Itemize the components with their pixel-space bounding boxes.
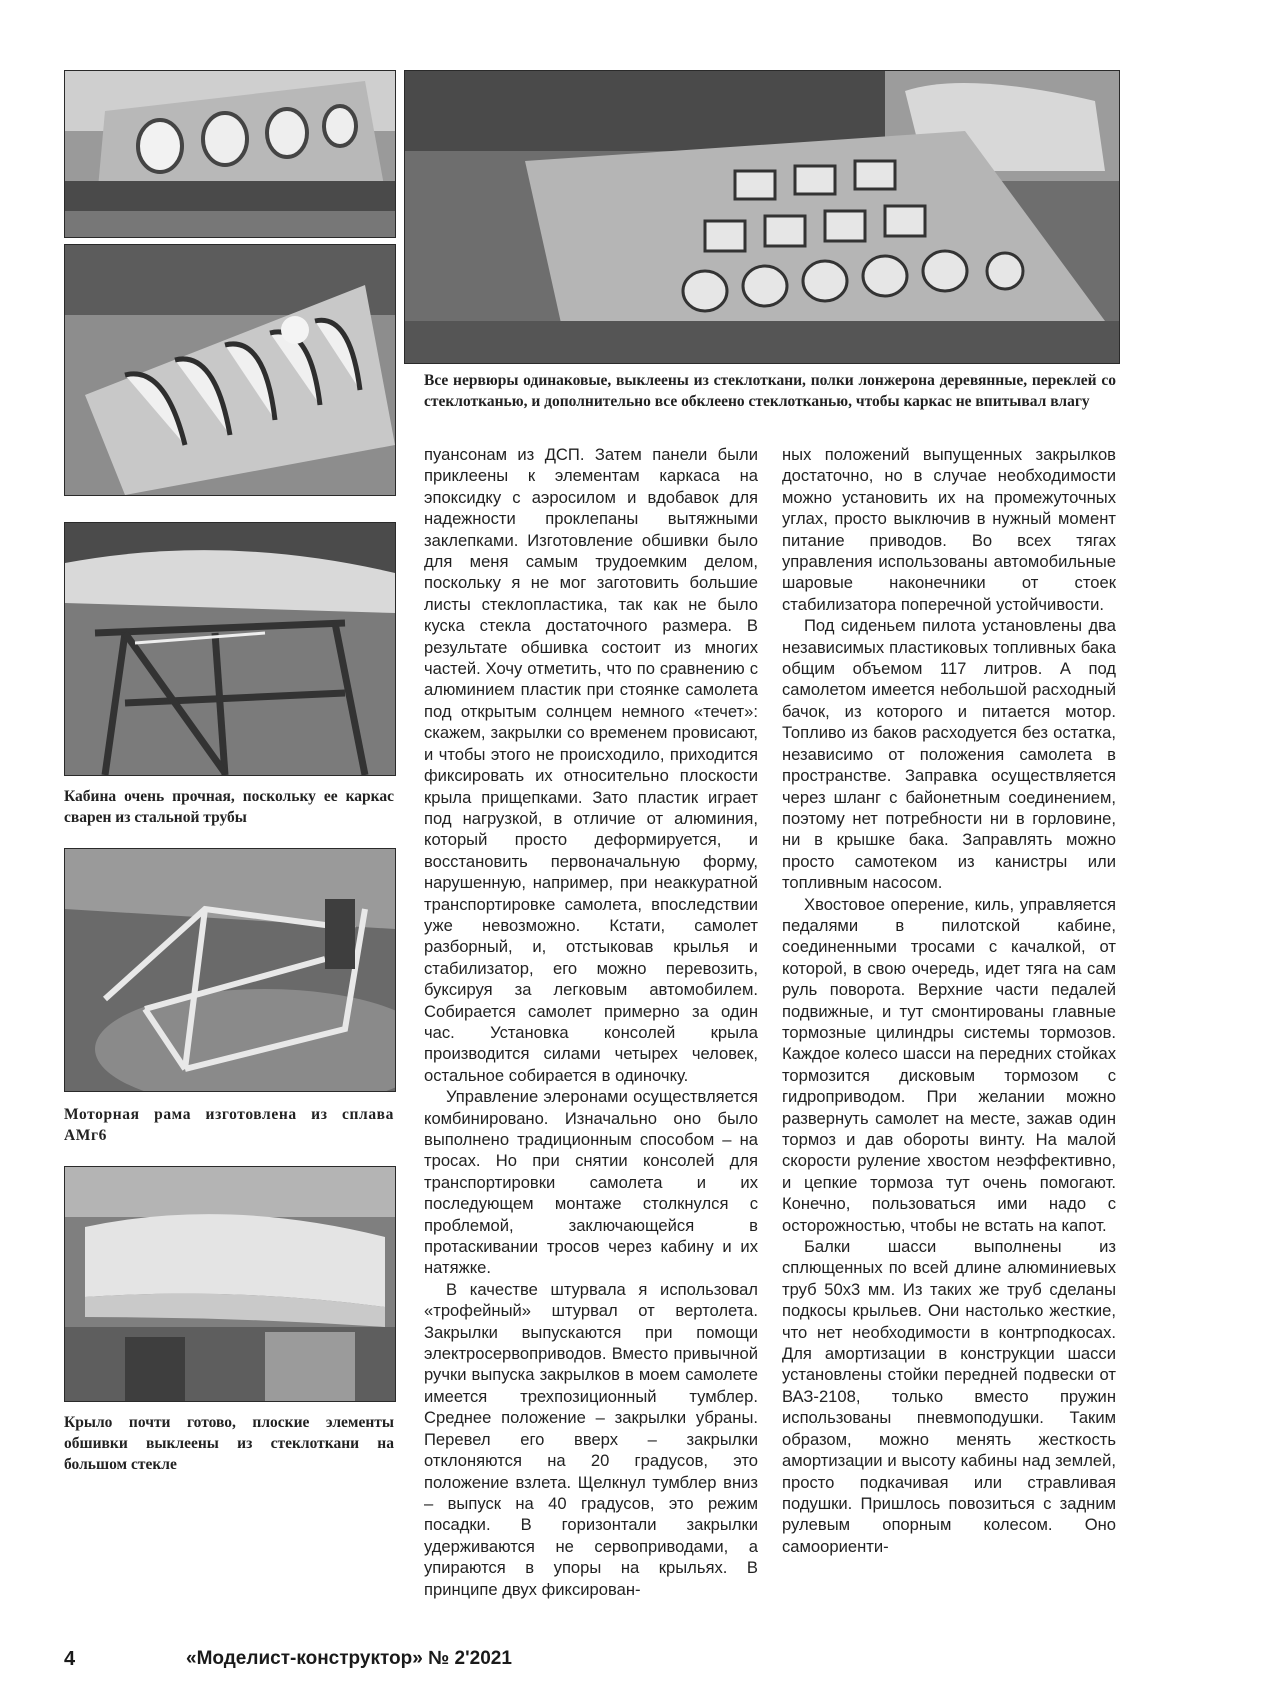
caption-wing-ribs: Все нервюры одинаковые, выклеены из стеклоткани, полки лонжерона деревянные, переклей со стеклотканью, и дополнительно все обклеено стеклотканью, чтобы каркас не впитывал влагу [424, 372, 1116, 410]
paragraph: ных положений выпущенных закрылков достаточно, но в случае необходимости можно установить их на промежуточных углах, просто выключив в нужный момент питание приводов. Во всех тягах управления использованы автомобильные шаровые наконечники от стоек стабилизатора поперечной устойчивости. [782, 445, 1116, 614]
text-column-1 [424, 444, 758, 1600]
page-number: 4 [64, 1648, 76, 1670]
photo-fuselage-ribs [64, 70, 396, 238]
paragraph: Под сиденьем пилота установлены два независимых пластиковых топливных бака общим объемом 117 литров. А под самолетом имеется небольшой расходный бачок, из которого и питается мотор. Топливо из баков расходуется без остатка, независимо от положения самолета в пространстве. Заправка осуществляется через шланг с байонетным соединением, поэтому нет потребности ни в горловине, ни в крышке бака. Заправлять можно просто самотеком из канистры или топливным насосом. [782, 616, 1116, 893]
text-column-2 [782, 444, 1116, 1557]
photo-cabin-frame [64, 522, 396, 776]
caption-cabin: Кабина очень прочная, поскольку ее каркас сварен из стальной трубы [64, 788, 394, 826]
paragraph: В качестве штурвала я использовал «трофейный» штурвал от вертолета. Закрылки выпускаются при помощи электросервоприводов. Вместо привычной ручки выпуска закрылков в моем самолете имеется трехпозиционный тумблер. Среднее положение – закрылки убраны. Перевел его вверх – закрылки отклоняются на 20 градусов, это положение взлета. Щелкнул тумблер вниз – выпуск на 40 градусов, это режим посадки. В горизонтали закрылки удерживаются не сервоприводами, а упираются в упоры на крыльях. В принципе двух фиксирован- [424, 1279, 758, 1599]
paragraph: Управление элеронами осуществляется комбинировано. Изначально оно было выполнено традиционным способом – на тросах. Но при снятии консолей для транспортировки самолета и их последующем монтаже столкнулся с проблемой, заключающейся в протаскивании тросов через кабину и их натяжке. [424, 1087, 758, 1278]
photo-wing-ready [64, 1166, 396, 1402]
paragraph: Балки шасси выполнены из сплющенных по всей длине алюминиевых труб 50х3 мм. Из таких же труб сделаны подкосы крыльев. Они настолько жесткие, что нет необходимости в контрподкосах. Для амортизации в конструкции шасси установлены стойки передней подвески от ВАЗ-2108, только вместо пружин использованы пневмоподушки. Таким образом, можно менять жесткость амортизации и высоту кабины над землей, просто подкачивая или стравливая подушки. Пришлось повозиться с задним рулевым опорным колесом. Оно самоориенти- [782, 1237, 1116, 1556]
paragraph: Хвостовое оперение, киль, управляется педалями в пилотской кабине, соединенными тросами с качалкой, от которой, в свою очередь, идет тяга на сам руль поворота. Верхние части педалей подвижные, и тут смонтированы главные тормозные цилиндры системы тормозов. Каждое колесо шасси на передних стойках тормозится дисковым тормозом с гидроприводом. При желании можно развернуть самолет на месте, зажав один тормоз и дав обороты винту. На малой скорости руление хвостом неэффективно, и цепкие тормоза тут очень помогают. Конечно, пользоваться ими надо с осторожностью, чтобы не встать на капот. [782, 894, 1116, 1235]
caption-wing: Крыло почти готово, плоские элементы обшивки выклеены из стеклоткани на большом стекле [64, 1414, 394, 1473]
magazine-title: «Моделист-конструктор» № 2'2021 [186, 1648, 512, 1669]
photo-motor-frame [64, 848, 396, 1092]
paragraph: пуансонам из ДСП. Затем панели были приклеены к элементам каркаса на эпоксидку с аэросилом и вдобавок для надежности проклепаны вытяжными заклепками. Изготовление обшивки было для меня самым трудоемким делом, поскольку я не мог заготовить большие листы стеклопластика, так как не было куска стекла достаточного размера. В результате обшивка состоит из многих частей. Хочу отметить, что по сравнению с алюминием пластик при стоянке самолета под открытым солнцем немного «течет»: скажем, закрылки со временем провисают, и чтобы этого не происходило, приходится фиксировать их относительно плоскости крыла прищепками. Зато пластик играет под нагрузкой, в отличие от алюминия, который просто деформируется, и восстановить первоначальную форму, нарушенную, например, при неаккуратной транспортировке самолета, впоследствии уже невозможно. Кстати, самолет разборный, и, отстыковав крылья и стабилизатор, его можно перевозить, буксируя за легковым автомобилем. Собирается самолет примерно за один час. Установка консолей крыла производится силами четырех человек, остальное собирается в одиночку. [424, 445, 758, 1085]
photo-wing-frame [404, 70, 1120, 364]
photo-ribs-jig [64, 244, 396, 496]
caption-motor-frame: Моторная рама изготовлена из сплава АМг6 [64, 1106, 394, 1144]
